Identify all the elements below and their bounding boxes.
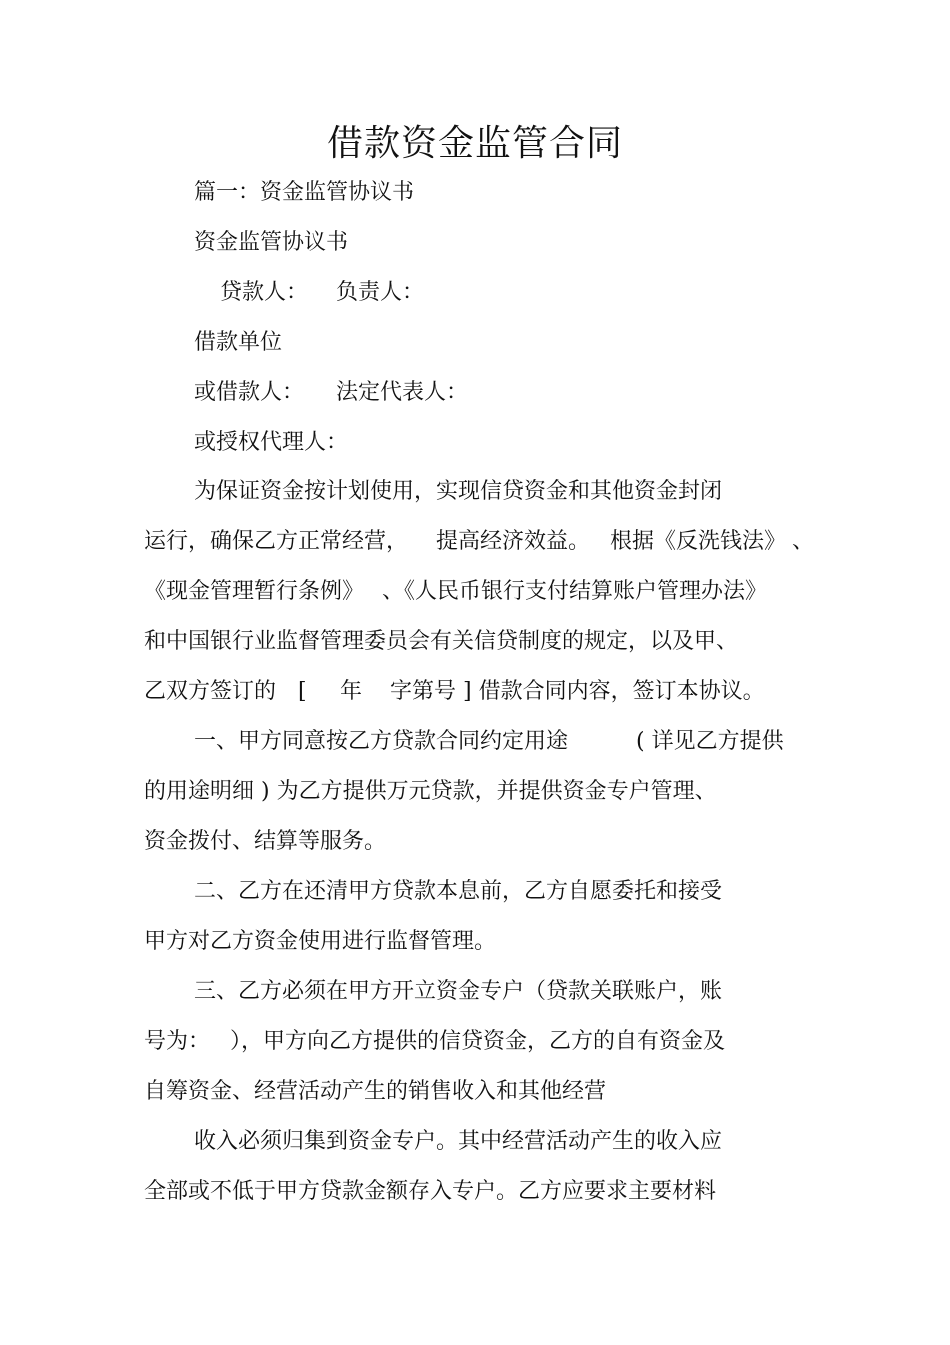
paragraph-line: 收入必须归集到资金专户。其中经营活动产生的收入应 xyxy=(194,1129,723,1154)
text-segment: 、 xyxy=(792,529,815,554)
paragraph-line: 为保证资金按计划使用，实现信贷资金和其他资金封闭 xyxy=(194,479,723,504)
text-segment: ( 详见乙方提供 xyxy=(636,729,784,754)
paragraph-line: 资金拨付、结算等服务。 xyxy=(144,829,387,854)
borrowing-unit-label: 借款单位 xyxy=(194,330,283,355)
text-segment: 提高经济效益。 xyxy=(436,529,591,554)
text-segment: 运行，确保乙方正常经营， xyxy=(144,529,409,554)
text-segment: 年 xyxy=(340,679,363,704)
text-segment: 根据《反洗钱法》 xyxy=(610,529,787,554)
authorized-agent-label: 或授权代理人： xyxy=(194,430,349,455)
section-heading: 篇一：资金监管协议书 xyxy=(194,180,415,205)
text-segment: [ xyxy=(298,679,307,704)
text-segment: 号为： xyxy=(144,1029,211,1054)
agreement-heading: 资金监管协议书 xyxy=(194,230,349,255)
text-segment: 、《人民币银行支付结算账户管理办法》 xyxy=(382,579,768,604)
text-segment: 一、甲方同意按乙方贷款合同约定用途 xyxy=(194,729,569,754)
text-segment: 《现金管理暂行条例》 xyxy=(144,579,365,604)
text-segment: ），甲方向乙方提供的信贷资金，乙方的自有资金及 xyxy=(230,1029,726,1054)
borrower-label: 或借款人： xyxy=(194,380,305,405)
text-segment: 乙双方签订的 xyxy=(144,679,277,704)
legal-representative-label: 法定代表人： xyxy=(336,380,469,405)
paragraph-line: 全部或不低于甲方贷款金额存入专户。乙方应要求主要材料 xyxy=(144,1179,717,1204)
paragraph-line: 和中国银行业监督管理委员会有关信贷制度的规定，以及甲、 xyxy=(144,629,739,654)
paragraph-line: 的用途明细 ) 为乙方提供万元贷款，并提供资金专户管理、 xyxy=(144,779,717,804)
paragraph-line: 自筹资金、经营活动产生的销售收入和其他经营 xyxy=(144,1079,607,1104)
paragraph-line: 三、乙方必须在甲方开立资金专户（贷款关联账户，账 xyxy=(194,979,723,1004)
text-segment: 字第号 ] 借款合同内容，签订本协议。 xyxy=(390,679,765,704)
paragraph-line: 甲方对乙方资金使用进行监督管理。 xyxy=(144,929,497,954)
document-title: 借款资金监管合同 xyxy=(326,123,623,164)
paragraph-line: 二、乙方在还清甲方贷款本息前，乙方自愿委托和接受 xyxy=(194,879,723,904)
lender-label: 贷款人： xyxy=(220,280,309,305)
responsible-person-label: 负责人： xyxy=(336,280,425,305)
